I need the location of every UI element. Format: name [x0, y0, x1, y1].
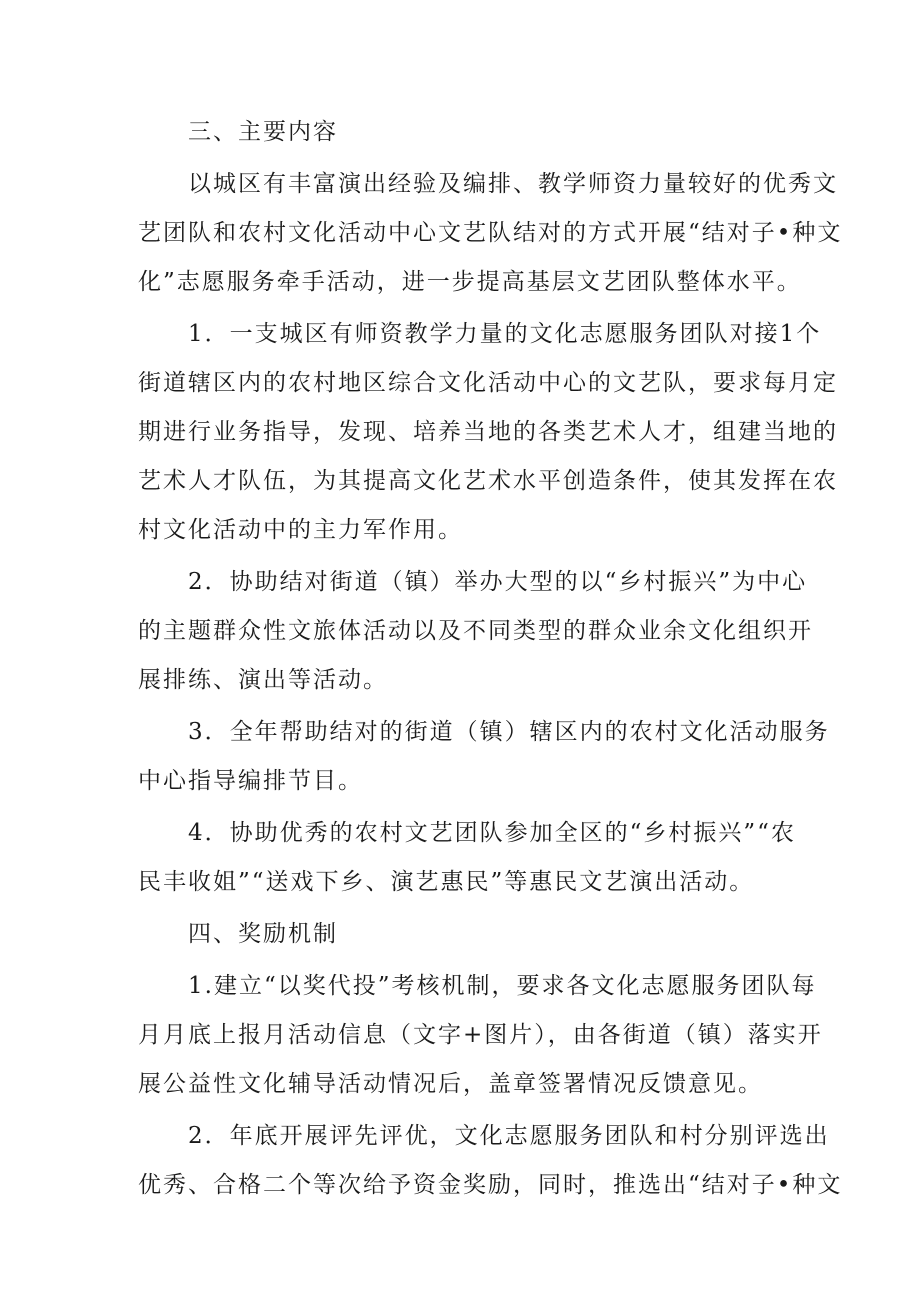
text-line: 街道辖区内的农村地区综合文化活动中心的文艺队，要求每月定: [138, 370, 838, 396]
text-line: 民丰收姐”“送戏下乡、演艺惠民”等惠民文艺演出活动。: [138, 869, 755, 895]
text-line: 2．协助结对街道（镇）举办大型的以“乡村振兴”为中心: [188, 569, 808, 595]
section-heading-main-content: [138, 108, 786, 157]
text-line: 艺术人才队伍，为其提高文化艺术水平创造条件，使其发挥在农: [138, 468, 838, 494]
list-item-2: [138, 558, 813, 705]
text-line: 中心指导编排节目。: [138, 768, 363, 794]
section-heading-reward-mechanism: [138, 910, 786, 959]
text-line: 展排练、演出等活动。: [138, 667, 388, 693]
list-item-1: [138, 310, 838, 555]
list-item-4: [138, 809, 796, 907]
text-line: 展公益性文化辅导活动情况后，盖章签署情况反馈意见。: [138, 1071, 763, 1097]
text-line: 月月底上报月活动信息（文字+图片），由各街道（镇）落实开: [138, 1022, 823, 1048]
text-line: 优秀、合格二个等次给予资金奖励，同时，推选出“结对子•种文: [138, 1172, 843, 1198]
text-line: 化”志愿服务牵手活动，进一步提高基层文艺团队整体水平。: [138, 269, 802, 295]
text-line: 艺团队和农村文化活动中心文艺队结对的方式开展“结对子•种文: [138, 220, 843, 246]
text-line: 三、主要内容: [188, 119, 338, 145]
text-line: 村文化活动中的主力军作用。: [138, 517, 463, 543]
text-line: 期进行业务指导，发现、培养当地的各类艺术人才，组建当地的: [138, 419, 838, 445]
reward-item-2: [138, 1112, 843, 1210]
document-body: [138, 108, 843, 1213]
list-item-3: [138, 708, 830, 806]
text-line: 的主题群众性文旅体活动以及不同类型的群众业余文化组织开: [138, 618, 813, 644]
text-line: 1．一支城区有师资教学力量的文化志愿服务团队对接1个: [188, 321, 822, 347]
text-line: 1.建立“以奖代投”考核机制，要求各文化志愿服务团队每: [188, 973, 817, 999]
intro-paragraph: [138, 160, 843, 307]
reward-item-1: [138, 962, 823, 1109]
text-line: 2．年底开展评先评优，文化志愿服务团队和村分别评选出: [188, 1123, 830, 1149]
text-line: 3．全年帮助结对的街道（镇）辖区内的农村文化活动服务: [188, 719, 830, 745]
text-line: 以城区有丰富演出经验及编排、教学师资力量较好的优秀文: [188, 171, 838, 197]
text-line: 四、奖励机制: [188, 921, 338, 947]
text-line: 4．协助优秀的农村文艺团队参加全区的“乡村振兴”“农: [188, 820, 796, 846]
